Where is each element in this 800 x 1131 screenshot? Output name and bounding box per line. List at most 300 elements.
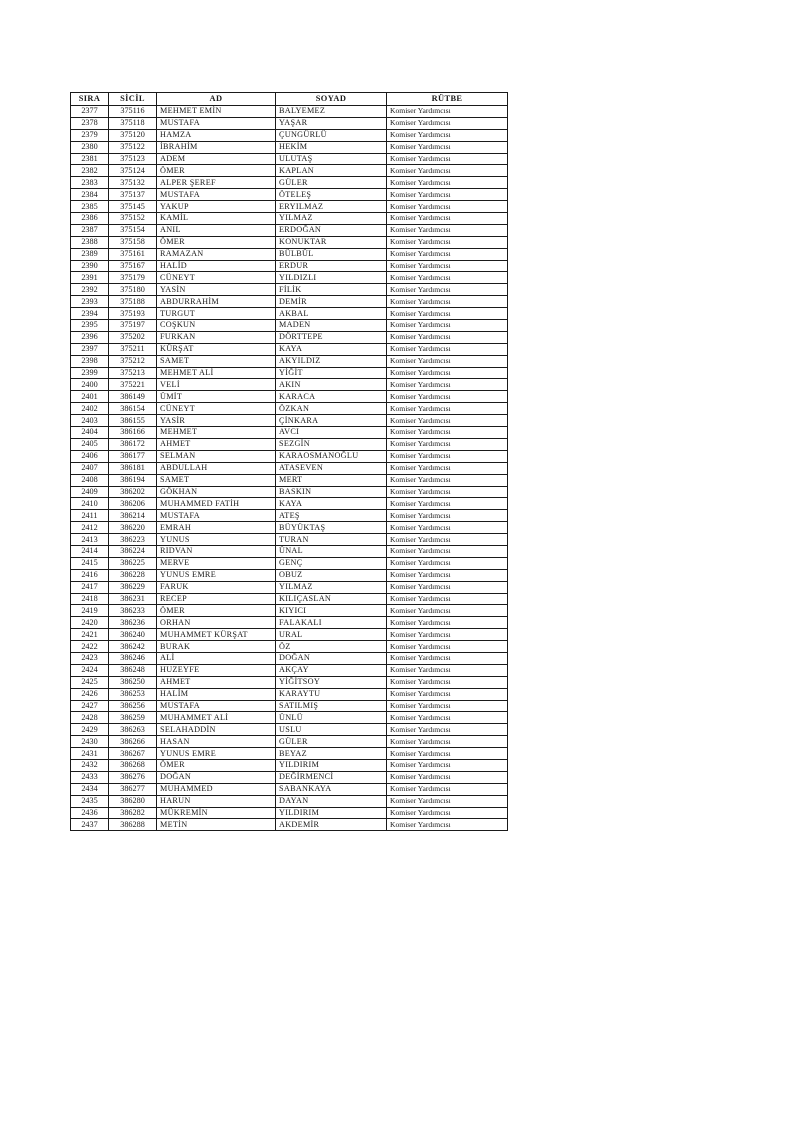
table-row: [71, 415, 508, 427]
column-header-sira: SIRA: [71, 93, 109, 106]
cell-ad: SELMAN: [157, 450, 276, 462]
cell-sicil: 386229: [109, 581, 157, 593]
cell-sira: 2393: [71, 296, 109, 308]
cell-sira: 2433: [71, 771, 109, 783]
cell-sira: 2400: [71, 379, 109, 391]
table-row: [71, 581, 508, 593]
cell-sira: 2406: [71, 450, 109, 462]
cell-ad: HUZEYFE: [157, 664, 276, 676]
cell-soyad: ATASEVEN: [276, 462, 387, 474]
cell-sicil: 386220: [109, 522, 157, 534]
cell-sicil: 375158: [109, 236, 157, 248]
cell-soyad: KONUKTAR: [276, 236, 387, 248]
cell-soyad: ÜNAL: [276, 545, 387, 557]
cell-sira: 2410: [71, 498, 109, 510]
cell-ad: DOĞAN: [157, 771, 276, 783]
cell-soyad: MADEN: [276, 320, 387, 332]
cell-soyad: ÖTELEŞ: [276, 189, 387, 201]
table-row: [71, 795, 508, 807]
cell-ad: ABDURRAHİM: [157, 296, 276, 308]
table-row: [71, 748, 508, 760]
cell-rutbe: Komiser Yardımcısı: [387, 676, 508, 688]
cell-rutbe: Komiser Yardımcısı: [387, 272, 508, 284]
cell-soyad: ÜNLÜ: [276, 712, 387, 724]
cell-sira: 2421: [71, 629, 109, 641]
cell-ad: CÜNEYT: [157, 272, 276, 284]
cell-ad: YUNUS: [157, 534, 276, 546]
cell-rutbe: Komiser Yardımcısı: [387, 224, 508, 236]
cell-soyad: AKDEMİR: [276, 819, 387, 831]
cell-ad: COŞKUN: [157, 320, 276, 332]
cell-rutbe: Komiser Yardımcısı: [387, 284, 508, 296]
cell-sira: 2401: [71, 391, 109, 403]
table-row: [71, 522, 508, 534]
cell-soyad: FİLİK: [276, 284, 387, 296]
table-row: [71, 177, 508, 189]
cell-ad: VELİ: [157, 379, 276, 391]
cell-ad: RAMAZAN: [157, 248, 276, 260]
cell-ad: MUHAMMET ALİ: [157, 712, 276, 724]
cell-soyad: BEYAZ: [276, 748, 387, 760]
table-row: [71, 141, 508, 153]
cell-sira: 2381: [71, 153, 109, 165]
cell-sicil: 386256: [109, 700, 157, 712]
cell-sicil: 386250: [109, 676, 157, 688]
cell-rutbe: Komiser Yardımcısı: [387, 450, 508, 462]
table-row: [71, 296, 508, 308]
cell-sira: 2412: [71, 522, 109, 534]
table-row: [71, 807, 508, 819]
table-row: [71, 486, 508, 498]
cell-soyad: URAL: [276, 629, 387, 641]
cell-sira: 2404: [71, 427, 109, 439]
cell-rutbe: Komiser Yardımcısı: [387, 712, 508, 724]
cell-soyad: DEMİR: [276, 296, 387, 308]
cell-ad: KAMİL: [157, 213, 276, 225]
cell-soyad: AKÇAY: [276, 664, 387, 676]
cell-ad: ORHAN: [157, 617, 276, 629]
table-row: [71, 331, 508, 343]
cell-soyad: ERDOĞAN: [276, 224, 387, 236]
table-row: [71, 427, 508, 439]
cell-soyad: USLU: [276, 724, 387, 736]
cell-ad: MEHMET ALİ: [157, 367, 276, 379]
cell-rutbe: Komiser Yardımcısı: [387, 569, 508, 581]
cell-soyad: ÖZ: [276, 641, 387, 653]
cell-sira: 2399: [71, 367, 109, 379]
cell-ad: ANIL: [157, 224, 276, 236]
cell-soyad: KARAYTU: [276, 688, 387, 700]
cell-ad: HALİD: [157, 260, 276, 272]
cell-soyad: BASKIN: [276, 486, 387, 498]
cell-rutbe: Komiser Yardımcısı: [387, 581, 508, 593]
cell-ad: EMRAH: [157, 522, 276, 534]
cell-sicil: 375154: [109, 224, 157, 236]
cell-sicil: 375145: [109, 201, 157, 213]
cell-sira: 2420: [71, 617, 109, 629]
cell-rutbe: Komiser Yardımcısı: [387, 189, 508, 201]
table-row: [71, 652, 508, 664]
cell-sicil: 386236: [109, 617, 157, 629]
cell-rutbe: Komiser Yardımcısı: [387, 320, 508, 332]
cell-soyad: HEKİM: [276, 141, 387, 153]
cell-ad: BURAK: [157, 641, 276, 653]
cell-sira: 2392: [71, 284, 109, 296]
cell-soyad: BÜLBÜL: [276, 248, 387, 260]
cell-sira: 2385: [71, 201, 109, 213]
cell-sira: 2435: [71, 795, 109, 807]
cell-sira: 2405: [71, 438, 109, 450]
table-row: [71, 201, 508, 213]
cell-rutbe: Komiser Yardımcısı: [387, 759, 508, 771]
cell-sira: 2409: [71, 486, 109, 498]
cell-ad: ÖMER: [157, 165, 276, 177]
cell-rutbe: Komiser Yardımcısı: [387, 593, 508, 605]
cell-sicil: 386280: [109, 795, 157, 807]
cell-sira: 2428: [71, 712, 109, 724]
cell-rutbe: Komiser Yardımcısı: [387, 248, 508, 260]
cell-sicil: 375118: [109, 117, 157, 129]
cell-soyad: AKIN: [276, 379, 387, 391]
table-row: [71, 593, 508, 605]
table-row: [71, 474, 508, 486]
cell-soyad: ÖZKAN: [276, 403, 387, 415]
cell-sira: 2431: [71, 748, 109, 760]
table-row: [71, 819, 508, 831]
cell-sicil: 386194: [109, 474, 157, 486]
cell-sira: 2426: [71, 688, 109, 700]
cell-sicil: 375202: [109, 331, 157, 343]
table-row: [71, 771, 508, 783]
cell-ad: ABDULLAH: [157, 462, 276, 474]
cell-ad: METİN: [157, 819, 276, 831]
table-row: [71, 355, 508, 367]
cell-sira: 2408: [71, 474, 109, 486]
table-row: [71, 106, 508, 118]
cell-sicil: 386228: [109, 569, 157, 581]
table-row: [71, 534, 508, 546]
cell-ad: ÖMER: [157, 236, 276, 248]
cell-sira: 2395: [71, 320, 109, 332]
cell-rutbe: Komiser Yardımcısı: [387, 260, 508, 272]
cell-sira: 2413: [71, 534, 109, 546]
cell-soyad: SEZGİN: [276, 438, 387, 450]
cell-rutbe: Komiser Yardımcısı: [387, 605, 508, 617]
cell-rutbe: Komiser Yardımcısı: [387, 545, 508, 557]
cell-rutbe: Komiser Yardımcısı: [387, 629, 508, 641]
cell-soyad: SABANKAYA: [276, 783, 387, 795]
table-row: [71, 498, 508, 510]
cell-sicil: 386240: [109, 629, 157, 641]
cell-soyad: YILMAZ: [276, 213, 387, 225]
cell-sira: 2418: [71, 593, 109, 605]
table-row: [71, 605, 508, 617]
cell-sicil: 386276: [109, 771, 157, 783]
cell-rutbe: Komiser Yardımcısı: [387, 308, 508, 320]
column-header-sicil: SİCİL: [109, 93, 157, 106]
cell-rutbe: Komiser Yardımcısı: [387, 783, 508, 795]
table-row: [71, 367, 508, 379]
cell-soyad: ATEŞ: [276, 510, 387, 522]
cell-sicil: 386202: [109, 486, 157, 498]
table-row: [71, 617, 508, 629]
cell-sicil: 386267: [109, 748, 157, 760]
cell-sira: 2425: [71, 676, 109, 688]
cell-soyad: GENÇ: [276, 557, 387, 569]
table-row: [71, 391, 508, 403]
cell-sicil: 386214: [109, 510, 157, 522]
cell-rutbe: Komiser Yardımcısı: [387, 807, 508, 819]
cell-sira: 2394: [71, 308, 109, 320]
cell-sicil: 386246: [109, 652, 157, 664]
cell-sicil: 375188: [109, 296, 157, 308]
cell-sira: 2403: [71, 415, 109, 427]
cell-rutbe: Komiser Yardımcısı: [387, 771, 508, 783]
cell-soyad: SATILMIŞ: [276, 700, 387, 712]
cell-rutbe: Komiser Yardımcısı: [387, 427, 508, 439]
cell-sira: 2379: [71, 129, 109, 141]
cell-rutbe: Komiser Yardımcısı: [387, 700, 508, 712]
cell-rutbe: Komiser Yardımcısı: [387, 331, 508, 343]
cell-rutbe: Komiser Yardımcısı: [387, 724, 508, 736]
cell-sira: 2407: [71, 462, 109, 474]
table-header: [71, 93, 508, 106]
cell-soyad: ÇUNGÜRLÜ: [276, 129, 387, 141]
cell-soyad: AVCI: [276, 427, 387, 439]
cell-sira: 2386: [71, 213, 109, 225]
cell-ad: CÜNEYT: [157, 403, 276, 415]
cell-soyad: GÜLER: [276, 736, 387, 748]
table-row: [71, 450, 508, 462]
table-row: [71, 379, 508, 391]
cell-rutbe: Komiser Yardımcısı: [387, 391, 508, 403]
cell-sicil: 375161: [109, 248, 157, 260]
cell-sira: 2423: [71, 652, 109, 664]
cell-sicil: 386225: [109, 557, 157, 569]
cell-sicil: 386233: [109, 605, 157, 617]
cell-rutbe: Komiser Yardımcısı: [387, 106, 508, 118]
cell-sicil: 375212: [109, 355, 157, 367]
cell-sicil: 375211: [109, 343, 157, 355]
cell-rutbe: Komiser Yardımcısı: [387, 236, 508, 248]
cell-sicil: 375124: [109, 165, 157, 177]
table-row: [71, 260, 508, 272]
cell-sicil: 386268: [109, 759, 157, 771]
cell-soyad: YILDIZLI: [276, 272, 387, 284]
cell-rutbe: Komiser Yardımcısı: [387, 641, 508, 653]
cell-soyad: KIYICI: [276, 605, 387, 617]
table-row: [71, 569, 508, 581]
cell-ad: MUHAMMED: [157, 783, 276, 795]
cell-rutbe: Komiser Yardımcısı: [387, 522, 508, 534]
cell-sira: 2388: [71, 236, 109, 248]
table-row: [71, 284, 508, 296]
cell-sicil: 386288: [109, 819, 157, 831]
table-row: [71, 236, 508, 248]
cell-sira: 2422: [71, 641, 109, 653]
cell-ad: MÜKREMİN: [157, 807, 276, 819]
cell-soyad: DEĞİRMENCİ: [276, 771, 387, 783]
cell-sira: 2416: [71, 569, 109, 581]
cell-ad: MUSTAFA: [157, 700, 276, 712]
cell-soyad: YILMAZ: [276, 581, 387, 593]
table-row: [71, 438, 508, 450]
cell-sicil: 386259: [109, 712, 157, 724]
cell-rutbe: Komiser Yardımcısı: [387, 355, 508, 367]
cell-rutbe: Komiser Yardımcısı: [387, 141, 508, 153]
cell-soyad: AKBAL: [276, 308, 387, 320]
cell-sira: 2417: [71, 581, 109, 593]
cell-ad: YASİR: [157, 415, 276, 427]
cell-ad: MEHMET EMİN: [157, 106, 276, 118]
cell-rutbe: Komiser Yardımcısı: [387, 534, 508, 546]
cell-rutbe: Komiser Yardımcısı: [387, 736, 508, 748]
cell-ad: SAMET: [157, 355, 276, 367]
cell-sira: 2424: [71, 664, 109, 676]
cell-rutbe: Komiser Yardımcısı: [387, 213, 508, 225]
cell-ad: YUNUS EMRE: [157, 748, 276, 760]
cell-rutbe: Komiser Yardımcısı: [387, 557, 508, 569]
cell-ad: ÖMER: [157, 759, 276, 771]
table-row: [71, 724, 508, 736]
cell-rutbe: Komiser Yardımcısı: [387, 165, 508, 177]
table-row: [71, 700, 508, 712]
cell-ad: MUSTAFA: [157, 189, 276, 201]
cell-soyad: DÖRTTEPE: [276, 331, 387, 343]
cell-sicil: 375132: [109, 177, 157, 189]
column-header-ad: AD: [157, 93, 276, 106]
cell-soyad: MERT: [276, 474, 387, 486]
cell-sicil: 386223: [109, 534, 157, 546]
table-row: [71, 320, 508, 332]
column-header-rutbe: RÜTBE: [387, 93, 508, 106]
cell-ad: MERVE: [157, 557, 276, 569]
cell-ad: MUSTAFA: [157, 510, 276, 522]
cell-sira: 2390: [71, 260, 109, 272]
cell-ad: ALİ: [157, 652, 276, 664]
table-row: [71, 403, 508, 415]
cell-sicil: 375180: [109, 284, 157, 296]
cell-sicil: 386155: [109, 415, 157, 427]
cell-soyad: FALAKALI: [276, 617, 387, 629]
cell-sira: 2419: [71, 605, 109, 617]
cell-ad: MUHAMMED FATİH: [157, 498, 276, 510]
cell-soyad: DAYAN: [276, 795, 387, 807]
cell-rutbe: Komiser Yardımcısı: [387, 652, 508, 664]
cell-soyad: ÇİNKARA: [276, 415, 387, 427]
cell-sicil: 386253: [109, 688, 157, 700]
cell-sira: 2378: [71, 117, 109, 129]
cell-ad: FURKAN: [157, 331, 276, 343]
cell-ad: YAKUP: [157, 201, 276, 213]
cell-sira: 2391: [71, 272, 109, 284]
table-row: [71, 462, 508, 474]
cell-sicil: 386206: [109, 498, 157, 510]
cell-ad: RIDVAN: [157, 545, 276, 557]
cell-ad: ALPER ŞEREF: [157, 177, 276, 189]
cell-sira: 2411: [71, 510, 109, 522]
table-row: [71, 688, 508, 700]
header-row: [71, 93, 508, 106]
cell-sira: 2377: [71, 106, 109, 118]
cell-sicil: 375123: [109, 153, 157, 165]
table-body: [71, 106, 508, 831]
cell-sicil: 386166: [109, 427, 157, 439]
cell-soyad: KARAOSMANOĞLU: [276, 450, 387, 462]
cell-sira: 2436: [71, 807, 109, 819]
table-row: [71, 248, 508, 260]
cell-sicil: 375122: [109, 141, 157, 153]
cell-ad: TURGUT: [157, 308, 276, 320]
cell-soyad: AKYILDIZ: [276, 355, 387, 367]
cell-soyad: BÜYÜKTAŞ: [276, 522, 387, 534]
column-header-soyad: SOYAD: [276, 93, 387, 106]
cell-rutbe: Komiser Yardımcısı: [387, 379, 508, 391]
cell-rutbe: Komiser Yardımcısı: [387, 201, 508, 213]
cell-sira: 2434: [71, 783, 109, 795]
cell-sicil: 375137: [109, 189, 157, 201]
cell-soyad: ERDUR: [276, 260, 387, 272]
cell-rutbe: Komiser Yardımcısı: [387, 438, 508, 450]
cell-soyad: YİĞİT: [276, 367, 387, 379]
cell-sicil: 375221: [109, 379, 157, 391]
cell-rutbe: Komiser Yardımcısı: [387, 510, 508, 522]
cell-sicil: 386266: [109, 736, 157, 748]
cell-rutbe: Komiser Yardımcısı: [387, 177, 508, 189]
cell-sira: 2389: [71, 248, 109, 260]
cell-ad: MUHAMMET KÜRŞAT: [157, 629, 276, 641]
cell-sicil: 386263: [109, 724, 157, 736]
table-row: [71, 736, 508, 748]
cell-ad: AHMET: [157, 676, 276, 688]
cell-ad: ÖMER: [157, 605, 276, 617]
table-row: [71, 664, 508, 676]
cell-sicil: 386242: [109, 641, 157, 653]
cell-sira: 2429: [71, 724, 109, 736]
personnel-table: [70, 92, 508, 831]
cell-sira: 2402: [71, 403, 109, 415]
cell-sicil: 386224: [109, 545, 157, 557]
cell-ad: İBRAHİM: [157, 141, 276, 153]
cell-ad: KÜRŞAT: [157, 343, 276, 355]
cell-sicil: 386231: [109, 593, 157, 605]
table-row: [71, 213, 508, 225]
cell-sira: 2430: [71, 736, 109, 748]
cell-rutbe: Komiser Yardımcısı: [387, 403, 508, 415]
cell-ad: YASİN: [157, 284, 276, 296]
cell-sira: 2397: [71, 343, 109, 355]
cell-rutbe: Komiser Yardımcısı: [387, 819, 508, 831]
cell-ad: MUSTAFA: [157, 117, 276, 129]
cell-ad: MEHMET: [157, 427, 276, 439]
cell-ad: ÜMİT: [157, 391, 276, 403]
cell-sicil: 386172: [109, 438, 157, 450]
cell-rutbe: Komiser Yardımcısı: [387, 296, 508, 308]
cell-soyad: OBUZ: [276, 569, 387, 581]
cell-sicil: 375193: [109, 308, 157, 320]
table-row: [71, 759, 508, 771]
table-row: [71, 129, 508, 141]
cell-ad: GÖKHAN: [157, 486, 276, 498]
table-row: [71, 343, 508, 355]
cell-sicil: 375179: [109, 272, 157, 284]
cell-sicil: 386149: [109, 391, 157, 403]
table-row: [71, 783, 508, 795]
cell-soyad: YAŞAR: [276, 117, 387, 129]
cell-rutbe: Komiser Yardımcısı: [387, 748, 508, 760]
cell-rutbe: Komiser Yardımcısı: [387, 664, 508, 676]
cell-sicil: 375197: [109, 320, 157, 332]
